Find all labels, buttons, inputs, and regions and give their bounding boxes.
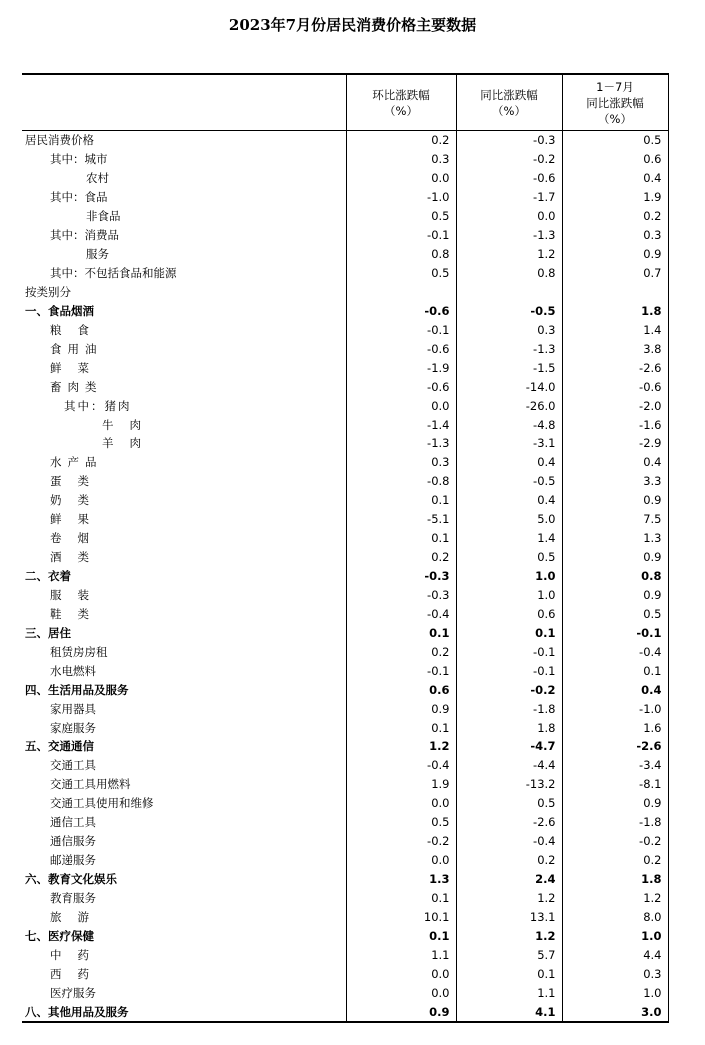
- header-mom-label: 环比涨跌幅: [372, 87, 430, 102]
- cell-mom: 0.0: [346, 794, 456, 813]
- table-row: [22, 510, 668, 529]
- table-row: [22, 661, 668, 680]
- cell-ytd: 0.4: [562, 680, 668, 699]
- table-row: [22, 926, 668, 945]
- table-row: [22, 529, 668, 548]
- cell-mom: -0.4: [346, 604, 456, 623]
- table-row: [22, 150, 668, 169]
- cell-mom: 10.1: [346, 907, 456, 926]
- cell-mom: -0.8: [346, 472, 456, 491]
- cell-yoy: -0.5: [456, 472, 562, 491]
- cell-yoy: 1.4: [456, 529, 562, 548]
- row-label-text: 五、交通通信: [25, 739, 94, 754]
- row-label-text: 鞋类: [50, 606, 105, 621]
- cell-yoy: -4.4: [456, 756, 562, 775]
- cell-ytd: -2.6: [562, 737, 668, 756]
- row-label: [22, 377, 346, 396]
- row-label: [22, 339, 346, 358]
- row-label: [22, 472, 346, 491]
- cell-yoy: 1.1: [456, 983, 562, 1002]
- row-label-text: 二、衣着: [25, 569, 71, 584]
- row-label: [22, 983, 346, 1002]
- row-label-text: 酒类: [50, 550, 105, 565]
- cell-yoy: -1.8: [456, 699, 562, 718]
- row-label-text: 鲜果: [50, 512, 105, 527]
- cell-ytd: -0.2: [562, 832, 668, 851]
- row-label: [22, 889, 346, 908]
- row-label-text: 鲜菜: [50, 360, 105, 375]
- cell-yoy: -0.6: [456, 169, 562, 188]
- row-label: [22, 358, 346, 377]
- header-ytd-unit: （%）: [598, 111, 632, 126]
- cell-mom: 1.9: [346, 775, 456, 794]
- row-label-text: 服装: [50, 587, 105, 602]
- row-label: [22, 718, 346, 737]
- cell-ytd: -0.6: [562, 377, 668, 396]
- header-yoy-unit: （%）: [492, 103, 526, 118]
- row-label-text: 服务: [86, 247, 109, 262]
- row-label: [22, 604, 346, 623]
- table-row: [22, 301, 668, 320]
- table-row: [22, 737, 668, 756]
- cell-yoy: -0.5: [456, 301, 562, 320]
- cell-yoy: 0.5: [456, 548, 562, 567]
- cpi-data-table: [22, 73, 669, 1023]
- cell-yoy: 0.3: [456, 320, 562, 339]
- cell-ytd: -0.4: [562, 642, 668, 661]
- cell-mom: 0.1: [346, 926, 456, 945]
- cell-mom: 0.0: [346, 964, 456, 983]
- row-label-text: 交通工具用燃料: [50, 777, 131, 792]
- header-mom-unit: （%）: [384, 103, 418, 118]
- table-row: [22, 983, 668, 1002]
- cell-ytd: 0.3: [562, 226, 668, 245]
- cell-mom: 0.2: [346, 548, 456, 567]
- row-label-text: 其中：城市: [50, 152, 108, 167]
- cell-mom: -1.9: [346, 358, 456, 377]
- cell-yoy: 4.1: [456, 1002, 562, 1022]
- cell-mom: -0.3: [346, 586, 456, 605]
- row-label: [22, 870, 346, 889]
- row-label-text: 畜肉类: [50, 379, 103, 394]
- row-label-text: 水产品: [50, 455, 103, 470]
- cell-ytd: [562, 283, 668, 302]
- cell-ytd: 0.9: [562, 548, 668, 567]
- cell-mom: 0.1: [346, 889, 456, 908]
- cell-ytd: 0.9: [562, 245, 668, 264]
- cell-mom: 0.1: [346, 529, 456, 548]
- row-label-text: 租赁房房租: [50, 644, 108, 659]
- row-label: [22, 226, 346, 245]
- cell-ytd: -3.4: [562, 756, 668, 775]
- table-row: [22, 623, 668, 642]
- table-row: [22, 775, 668, 794]
- row-label: [22, 453, 346, 472]
- cell-ytd: 0.9: [562, 794, 668, 813]
- row-label: [22, 756, 346, 775]
- row-label: [22, 926, 346, 945]
- row-label: [22, 775, 346, 794]
- table-row: [22, 889, 668, 908]
- cell-yoy: 1.2: [456, 889, 562, 908]
- table-row: [22, 642, 668, 661]
- cell-yoy: 0.0: [456, 207, 562, 226]
- cell-ytd: 1.3: [562, 529, 668, 548]
- cell-yoy: 1.0: [456, 586, 562, 605]
- row-label-text: 医疗服务: [50, 985, 96, 1000]
- cell-mom: -0.2: [346, 832, 456, 851]
- cell-mom: 0.0: [346, 983, 456, 1002]
- row-label: [22, 586, 346, 605]
- cell-ytd: 0.2: [562, 207, 668, 226]
- cell-mom: -0.1: [346, 226, 456, 245]
- row-label-text: 邮递服务: [50, 853, 96, 868]
- row-label-text: 粮食: [50, 322, 105, 337]
- row-label-text: 居民消费价格: [25, 133, 94, 148]
- cell-yoy: 1.0: [456, 567, 562, 586]
- cell-yoy: -26.0: [456, 396, 562, 415]
- cell-mom: 0.8: [346, 245, 456, 264]
- header-ytd-period: 1－7月: [596, 79, 634, 94]
- cell-ytd: 0.5: [562, 604, 668, 623]
- cell-mom: -0.6: [346, 377, 456, 396]
- header-ytd: [562, 74, 668, 131]
- cell-yoy: 5.7: [456, 945, 562, 964]
- cell-mom: -1.4: [346, 415, 456, 434]
- table-row: [22, 169, 668, 188]
- row-label: [22, 907, 346, 926]
- cell-yoy: 0.6: [456, 604, 562, 623]
- cell-mom: 0.9: [346, 699, 456, 718]
- table-row: [22, 131, 668, 150]
- cell-yoy: -0.3: [456, 131, 562, 150]
- cell-mom: -0.6: [346, 301, 456, 320]
- row-label-text: 中药: [50, 947, 105, 962]
- cell-ytd: 3.0: [562, 1002, 668, 1022]
- cell-mom: -0.4: [346, 756, 456, 775]
- table-header-row: [22, 74, 668, 131]
- cell-mom: 0.0: [346, 396, 456, 415]
- cell-yoy: -4.8: [456, 415, 562, 434]
- cell-ytd: 3.8: [562, 339, 668, 358]
- cell-ytd: 1.4: [562, 320, 668, 339]
- cell-ytd: -1.8: [562, 813, 668, 832]
- table-row: [22, 396, 668, 415]
- row-label: [22, 851, 346, 870]
- page-title: 2023年7月份居民消费价格主要数据: [228, 16, 477, 34]
- table-row: [22, 415, 668, 434]
- cell-ytd: 0.5: [562, 131, 668, 150]
- row-label-text: 四、生活用品及服务: [25, 682, 129, 697]
- cell-ytd: 0.2: [562, 851, 668, 870]
- cell-yoy: -1.3: [456, 339, 562, 358]
- cell-yoy: 0.2: [456, 851, 562, 870]
- table-row: [22, 586, 668, 605]
- cell-mom: 0.5: [346, 264, 456, 283]
- cell-yoy: 0.4: [456, 453, 562, 472]
- row-label-text: 家庭服务: [50, 720, 96, 735]
- cell-ytd: 0.9: [562, 491, 668, 510]
- row-label: [22, 832, 346, 851]
- cell-ytd: 0.8: [562, 567, 668, 586]
- row-label-text: 蛋类: [50, 474, 105, 489]
- row-label: [22, 661, 346, 680]
- cell-yoy: -0.1: [456, 661, 562, 680]
- row-label: [22, 301, 346, 320]
- cell-yoy: 0.5: [456, 794, 562, 813]
- cell-yoy: -3.1: [456, 434, 562, 453]
- header-yoy: [456, 74, 562, 131]
- table-body: [22, 131, 668, 1023]
- row-label-text: 八、其他用品及服务: [25, 1004, 129, 1019]
- row-label: [22, 245, 346, 264]
- row-label-text: 交通工具: [50, 758, 96, 773]
- row-label-text: 六、教育文化娱乐: [25, 872, 117, 887]
- cell-ytd: -0.1: [562, 623, 668, 642]
- cell-yoy: [456, 283, 562, 302]
- table-row: [22, 680, 668, 699]
- cell-yoy: -14.0: [456, 377, 562, 396]
- row-label: [22, 264, 346, 283]
- cell-yoy: -0.2: [456, 150, 562, 169]
- row-label-text: 按类别分: [25, 284, 71, 299]
- row-label: [22, 396, 346, 415]
- cell-mom: 0.9: [346, 1002, 456, 1022]
- cell-yoy: 0.8: [456, 264, 562, 283]
- row-label: [22, 320, 346, 339]
- cell-ytd: -2.0: [562, 396, 668, 415]
- table-row: [22, 377, 668, 396]
- cell-yoy: -0.4: [456, 832, 562, 851]
- cell-ytd: 0.6: [562, 150, 668, 169]
- cell-ytd: -2.9: [562, 434, 668, 453]
- cell-ytd: 0.4: [562, 453, 668, 472]
- row-label-text: 羊肉: [102, 436, 157, 451]
- cell-ytd: 7.5: [562, 510, 668, 529]
- cell-mom: -5.1: [346, 510, 456, 529]
- table-row: [22, 226, 668, 245]
- row-label: [22, 150, 346, 169]
- header-label-column: [22, 74, 346, 131]
- table-row: [22, 794, 668, 813]
- row-label-text: 通信服务: [50, 834, 96, 849]
- cell-mom: -0.1: [346, 320, 456, 339]
- cell-yoy: 1.8: [456, 718, 562, 737]
- cell-ytd: 1.0: [562, 926, 668, 945]
- cell-yoy: -1.7: [456, 188, 562, 207]
- table-row: [22, 358, 668, 377]
- table-row: [22, 264, 668, 283]
- table-row: [22, 472, 668, 491]
- row-label-text: 牛肉: [102, 417, 157, 432]
- table-row: [22, 320, 668, 339]
- cell-ytd: -1.6: [562, 415, 668, 434]
- table-row: [22, 283, 668, 302]
- cell-mom: 0.3: [346, 453, 456, 472]
- cell-ytd: 1.8: [562, 870, 668, 889]
- row-label-text: 食用油: [50, 341, 103, 356]
- cell-yoy: -4.7: [456, 737, 562, 756]
- cell-yoy: 2.4: [456, 870, 562, 889]
- cell-ytd: 1.9: [562, 188, 668, 207]
- cell-yoy: 0.1: [456, 964, 562, 983]
- cell-mom: -0.1: [346, 661, 456, 680]
- table-row: [22, 339, 668, 358]
- cell-mom: -0.6: [346, 339, 456, 358]
- table-row: [22, 188, 668, 207]
- cell-mom: -1.3: [346, 434, 456, 453]
- row-label: [22, 623, 346, 642]
- row-label: [22, 794, 346, 813]
- cell-yoy: 5.0: [456, 510, 562, 529]
- cell-mom: 0.0: [346, 851, 456, 870]
- table-row: [22, 964, 668, 983]
- row-label: [22, 529, 346, 548]
- table-row: [22, 832, 668, 851]
- cell-mom: 0.5: [346, 207, 456, 226]
- row-label-text: 西药: [50, 966, 105, 981]
- cell-ytd: -1.0: [562, 699, 668, 718]
- row-label-text: 交通工具使用和维修: [50, 796, 154, 811]
- cell-ytd: 8.0: [562, 907, 668, 926]
- row-label: [22, 169, 346, 188]
- cell-yoy: 13.1: [456, 907, 562, 926]
- table-row: [22, 245, 668, 264]
- table-row: [22, 945, 668, 964]
- cell-mom: 1.2: [346, 737, 456, 756]
- row-label-text: 教育服务: [50, 890, 96, 905]
- cell-ytd: 0.1: [562, 661, 668, 680]
- row-label: [22, 188, 346, 207]
- cell-ytd: 0.4: [562, 169, 668, 188]
- table-row: [22, 851, 668, 870]
- row-label: [22, 415, 346, 434]
- row-label: [22, 680, 346, 699]
- cell-yoy: -2.6: [456, 813, 562, 832]
- row-label-text: 非食品: [86, 209, 121, 224]
- row-label: [22, 699, 346, 718]
- row-label: [22, 737, 346, 756]
- cell-ytd: 0.3: [562, 964, 668, 983]
- table-row: [22, 453, 668, 472]
- cell-mom: 0.1: [346, 718, 456, 737]
- row-label-text: 旅游: [50, 909, 105, 924]
- table-row: [22, 870, 668, 889]
- cell-yoy: 1.2: [456, 245, 562, 264]
- cell-mom: 1.3: [346, 870, 456, 889]
- table-row: [22, 207, 668, 226]
- cell-ytd: 3.3: [562, 472, 668, 491]
- cell-mom: 0.0: [346, 169, 456, 188]
- cell-ytd: -2.6: [562, 358, 668, 377]
- row-label: [22, 813, 346, 832]
- cell-yoy: -13.2: [456, 775, 562, 794]
- row-label: [22, 491, 346, 510]
- row-label-text: 七、医疗保健: [25, 928, 94, 943]
- cell-mom: 0.2: [346, 131, 456, 150]
- row-label-text: 其中：不包括食品和能源: [50, 266, 177, 281]
- cell-yoy: -1.3: [456, 226, 562, 245]
- table-row: [22, 699, 668, 718]
- row-label-text: 其中：消费品: [50, 228, 119, 243]
- cell-yoy: 0.1: [456, 623, 562, 642]
- row-label-text: 通信工具: [50, 815, 96, 830]
- table-row: [22, 813, 668, 832]
- cell-mom: -0.3: [346, 567, 456, 586]
- row-label-text: 奶类: [50, 493, 105, 508]
- table-row: [22, 491, 668, 510]
- cell-mom: 0.6: [346, 680, 456, 699]
- cell-ytd: 0.7: [562, 264, 668, 283]
- table-row: [22, 604, 668, 623]
- cell-ytd: 4.4: [562, 945, 668, 964]
- header-ytd-label: 同比涨跌幅: [586, 95, 644, 110]
- row-label: [22, 642, 346, 661]
- row-label-text: 农村: [86, 171, 109, 186]
- row-label-text: 家用器具: [50, 701, 96, 716]
- row-label-text: 一、食品烟酒: [25, 303, 94, 318]
- row-label: [22, 131, 346, 150]
- table-row: [22, 718, 668, 737]
- cell-ytd: 1.0: [562, 983, 668, 1002]
- cell-ytd: 0.9: [562, 586, 668, 605]
- cell-mom: [346, 283, 456, 302]
- row-label: [22, 283, 346, 302]
- cell-mom: 1.1: [346, 945, 456, 964]
- cell-yoy: -0.1: [456, 642, 562, 661]
- cell-yoy: 1.2: [456, 926, 562, 945]
- table-row: [22, 548, 668, 567]
- cell-ytd: 1.2: [562, 889, 668, 908]
- row-label-text: 三、居住: [25, 625, 71, 640]
- row-label: [22, 945, 346, 964]
- row-label: [22, 207, 346, 226]
- table-row: [22, 434, 668, 453]
- table-row: [22, 756, 668, 775]
- row-label-text: 其中：食品: [50, 190, 108, 205]
- cell-yoy: 0.4: [456, 491, 562, 510]
- cell-mom: 0.5: [346, 813, 456, 832]
- cell-yoy: -1.5: [456, 358, 562, 377]
- cell-mom: 0.3: [346, 150, 456, 169]
- cell-mom: 0.1: [346, 623, 456, 642]
- table-row: [22, 1002, 668, 1022]
- cell-ytd: 1.6: [562, 718, 668, 737]
- row-label: [22, 1002, 346, 1022]
- row-label: [22, 434, 346, 453]
- row-label: [22, 548, 346, 567]
- cell-mom: -1.0: [346, 188, 456, 207]
- row-label-text: 卷烟: [50, 531, 105, 546]
- header-yoy-label: 同比涨跌幅: [480, 87, 538, 102]
- cell-ytd: -8.1: [562, 775, 668, 794]
- row-label: [22, 510, 346, 529]
- row-label: [22, 567, 346, 586]
- row-label: [22, 964, 346, 983]
- table-row: [22, 907, 668, 926]
- row-label-text: 水电燃料: [50, 663, 96, 678]
- row-label-text: 其中：猪肉: [64, 398, 132, 413]
- header-mom: [346, 74, 456, 131]
- cell-ytd: 1.8: [562, 301, 668, 320]
- table-row: [22, 567, 668, 586]
- cell-mom: 0.1: [346, 491, 456, 510]
- cell-yoy: -0.2: [456, 680, 562, 699]
- cell-mom: 0.2: [346, 642, 456, 661]
